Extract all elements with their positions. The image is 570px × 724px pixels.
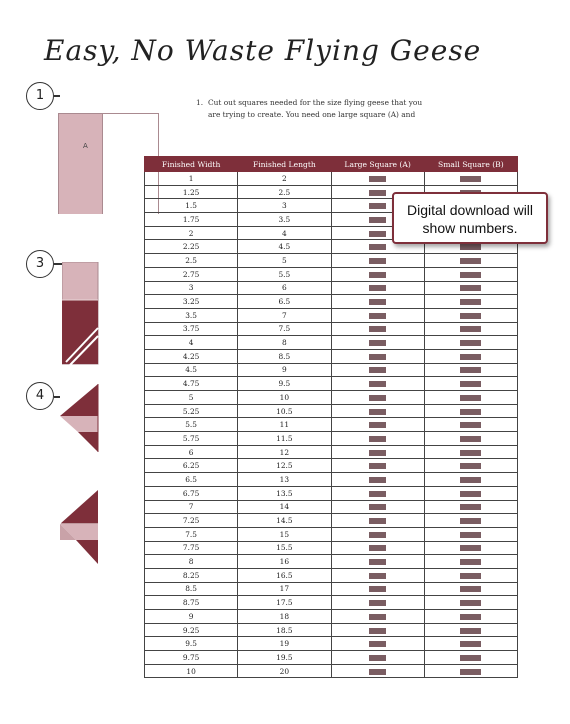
cell-small-square bbox=[424, 500, 517, 514]
redacted-value bbox=[369, 367, 386, 373]
cell-finished-width: 1.25 bbox=[145, 185, 238, 199]
redacted-value bbox=[369, 491, 386, 497]
redacted-value bbox=[460, 573, 481, 579]
cell-finished-length: 13.5 bbox=[238, 486, 331, 500]
cell-finished-length: 3 bbox=[238, 199, 331, 213]
cell-finished-width: 2 bbox=[145, 226, 238, 240]
cell-small-square bbox=[424, 445, 517, 459]
cell-finished-length: 10.5 bbox=[238, 404, 331, 418]
cell-finished-width: 7.25 bbox=[145, 514, 238, 528]
redacted-value bbox=[460, 614, 481, 620]
redacted-value bbox=[460, 600, 481, 606]
cell-large-square bbox=[331, 349, 424, 363]
redacted-value bbox=[369, 463, 386, 469]
table-row bbox=[145, 514, 518, 528]
instruction-line-2: are trying to create. You need one large square (A) and bbox=[208, 110, 416, 119]
table-row bbox=[145, 500, 518, 514]
cell-large-square bbox=[331, 267, 424, 281]
redacted-value bbox=[369, 285, 386, 291]
instruction-line-1: Cut out squares needed for the size flying geese that you bbox=[208, 98, 423, 107]
step-5-dark-triangle-top bbox=[60, 490, 98, 524]
cell-large-square bbox=[331, 500, 424, 514]
redacted-value bbox=[369, 641, 386, 647]
redacted-value bbox=[369, 504, 386, 510]
redacted-value bbox=[460, 176, 481, 182]
redacted-value bbox=[369, 586, 386, 592]
redacted-value bbox=[460, 422, 481, 428]
cell-small-square bbox=[424, 514, 517, 528]
cell-finished-width: 9.75 bbox=[145, 651, 238, 665]
cell-finished-width: 5.75 bbox=[145, 432, 238, 446]
step-3-diagram bbox=[62, 262, 100, 366]
table-row bbox=[145, 267, 518, 281]
redacted-value bbox=[460, 559, 481, 565]
cell-large-square bbox=[331, 377, 424, 391]
redacted-value bbox=[369, 190, 386, 196]
cell-finished-length: 8 bbox=[238, 336, 331, 350]
redacted-value bbox=[369, 545, 386, 551]
cell-finished-length: 15.5 bbox=[238, 541, 331, 555]
page-title: Easy, No Waste Flying Geese bbox=[44, 34, 482, 67]
redacted-value bbox=[460, 244, 481, 250]
table-body bbox=[145, 172, 518, 678]
cell-finished-width: 5.5 bbox=[145, 418, 238, 432]
cell-finished-width: 3.75 bbox=[145, 322, 238, 336]
cell-finished-length: 11 bbox=[238, 418, 331, 432]
large-square-label: A bbox=[83, 142, 88, 150]
table-row bbox=[145, 391, 518, 405]
cell-finished-length: 5.5 bbox=[238, 267, 331, 281]
redacted-value bbox=[369, 573, 386, 579]
redacted-value bbox=[460, 258, 481, 264]
redacted-value bbox=[369, 299, 386, 305]
cell-large-square bbox=[331, 664, 424, 678]
cell-finished-width: 6.75 bbox=[145, 486, 238, 500]
redacted-value bbox=[460, 381, 481, 387]
redacted-value bbox=[460, 450, 481, 456]
cell-finished-width: 9.5 bbox=[145, 637, 238, 651]
table-row bbox=[145, 555, 518, 569]
cell-small-square bbox=[424, 404, 517, 418]
cell-finished-width: 4.25 bbox=[145, 349, 238, 363]
table-row bbox=[145, 610, 518, 624]
cell-small-square bbox=[424, 418, 517, 432]
redacted-value bbox=[369, 600, 386, 606]
table-row bbox=[145, 582, 518, 596]
redacted-value bbox=[460, 272, 481, 278]
cell-finished-width: 1.5 bbox=[145, 199, 238, 213]
cell-finished-length: 7 bbox=[238, 308, 331, 322]
redacted-value bbox=[460, 299, 481, 305]
cell-small-square bbox=[424, 295, 517, 309]
cell-finished-width: 4.5 bbox=[145, 363, 238, 377]
cell-finished-width: 6.25 bbox=[145, 459, 238, 473]
redacted-value bbox=[369, 231, 386, 237]
table-row bbox=[145, 308, 518, 322]
table-row bbox=[145, 596, 518, 610]
cell-finished-length: 2.5 bbox=[238, 185, 331, 199]
redacted-value bbox=[460, 477, 481, 483]
redacted-value bbox=[369, 559, 386, 565]
cell-small-square bbox=[424, 596, 517, 610]
redacted-value bbox=[369, 477, 386, 483]
cell-finished-length: 11.5 bbox=[238, 432, 331, 446]
cell-small-square bbox=[424, 363, 517, 377]
step-1-leader bbox=[54, 95, 60, 97]
cell-finished-length: 6 bbox=[238, 281, 331, 295]
redacted-value bbox=[369, 409, 386, 415]
cell-finished-width: 8 bbox=[145, 555, 238, 569]
cell-finished-width: 8.75 bbox=[145, 596, 238, 610]
table-row bbox=[145, 473, 518, 487]
redacted-value bbox=[460, 285, 481, 291]
cell-small-square bbox=[424, 486, 517, 500]
header-finished-width: Finished Width bbox=[145, 157, 238, 172]
cell-finished-width: 8.5 bbox=[145, 582, 238, 596]
redacted-value bbox=[460, 532, 481, 538]
redacted-value bbox=[369, 244, 386, 250]
header-small-square: Small Square (B) bbox=[424, 157, 517, 172]
cell-small-square bbox=[424, 473, 517, 487]
cell-small-square bbox=[424, 308, 517, 322]
redacted-value bbox=[369, 614, 386, 620]
cell-finished-width: 3.25 bbox=[145, 295, 238, 309]
cell-finished-width: 7.75 bbox=[145, 541, 238, 555]
cell-finished-width: 9 bbox=[145, 610, 238, 624]
cell-large-square bbox=[331, 363, 424, 377]
table-row bbox=[145, 336, 518, 350]
cell-finished-length: 14.5 bbox=[238, 514, 331, 528]
cell-finished-width: 4 bbox=[145, 336, 238, 350]
cell-finished-length: 13 bbox=[238, 473, 331, 487]
cell-finished-width: 2.5 bbox=[145, 254, 238, 268]
cell-large-square bbox=[331, 404, 424, 418]
redacted-value bbox=[460, 504, 481, 510]
cell-small-square bbox=[424, 322, 517, 336]
redacted-value bbox=[369, 176, 386, 182]
redacted-value bbox=[369, 422, 386, 428]
redacted-value bbox=[460, 669, 481, 675]
step-4-marker: 4 bbox=[26, 382, 54, 410]
cell-large-square bbox=[331, 514, 424, 528]
cell-large-square bbox=[331, 623, 424, 637]
cell-large-square bbox=[331, 336, 424, 350]
header-finished-length: Finished Length bbox=[238, 157, 331, 172]
redacted-value bbox=[369, 326, 386, 332]
cell-finished-length: 5 bbox=[238, 254, 331, 268]
redacted-value bbox=[460, 326, 481, 332]
cell-large-square bbox=[331, 610, 424, 624]
cell-small-square bbox=[424, 254, 517, 268]
cell-large-square bbox=[331, 432, 424, 446]
download-callout bbox=[392, 192, 548, 244]
step-4-dark-triangle-top bbox=[60, 384, 98, 416]
cell-large-square bbox=[331, 486, 424, 500]
table-row bbox=[145, 651, 518, 665]
cell-finished-length: 4 bbox=[238, 226, 331, 240]
instruction-text bbox=[196, 97, 456, 121]
cell-large-square bbox=[331, 473, 424, 487]
redacted-value bbox=[460, 655, 481, 661]
table-row bbox=[145, 322, 518, 336]
redacted-value bbox=[369, 313, 386, 319]
table-row bbox=[145, 486, 518, 500]
table-row bbox=[145, 172, 518, 186]
redacted-value bbox=[460, 395, 481, 401]
table-row bbox=[145, 363, 518, 377]
redacted-value bbox=[369, 217, 386, 223]
redacted-value bbox=[369, 203, 386, 209]
table-row bbox=[145, 527, 518, 541]
cell-large-square bbox=[331, 568, 424, 582]
callout-line-2: show numbers. bbox=[422, 220, 518, 236]
cell-small-square bbox=[424, 349, 517, 363]
table-row bbox=[145, 418, 518, 432]
cell-finished-length: 9.5 bbox=[238, 377, 331, 391]
table-row bbox=[145, 377, 518, 391]
cell-small-square bbox=[424, 267, 517, 281]
redacted-value bbox=[369, 532, 386, 538]
cell-finished-width: 4.75 bbox=[145, 377, 238, 391]
redacted-value bbox=[460, 340, 481, 346]
cell-finished-length: 4.5 bbox=[238, 240, 331, 254]
step-4-diagram bbox=[56, 382, 100, 454]
table-row bbox=[145, 664, 518, 678]
cell-finished-width: 7 bbox=[145, 500, 238, 514]
cell-small-square bbox=[424, 623, 517, 637]
redacted-value bbox=[369, 381, 386, 387]
cell-finished-length: 17.5 bbox=[238, 596, 331, 610]
cell-finished-length: 18.5 bbox=[238, 623, 331, 637]
cell-small-square bbox=[424, 555, 517, 569]
cell-large-square bbox=[331, 254, 424, 268]
redacted-value bbox=[369, 655, 386, 661]
cell-small-square bbox=[424, 637, 517, 651]
step-3-leader bbox=[54, 263, 62, 265]
redacted-value bbox=[460, 586, 481, 592]
redacted-value bbox=[460, 313, 481, 319]
cell-finished-width: 6.5 bbox=[145, 473, 238, 487]
cell-small-square bbox=[424, 651, 517, 665]
redacted-value bbox=[460, 491, 481, 497]
table-row bbox=[145, 254, 518, 268]
cell-finished-length: 14 bbox=[238, 500, 331, 514]
cell-small-square bbox=[424, 336, 517, 350]
cell-small-square bbox=[424, 377, 517, 391]
cell-finished-width: 3.5 bbox=[145, 308, 238, 322]
cell-small-square bbox=[424, 432, 517, 446]
cell-large-square bbox=[331, 391, 424, 405]
redacted-value bbox=[369, 518, 386, 524]
redacted-value bbox=[369, 272, 386, 278]
table-header-row bbox=[145, 157, 518, 172]
cell-finished-width: 5 bbox=[145, 391, 238, 405]
cell-large-square bbox=[331, 459, 424, 473]
cell-large-square bbox=[331, 582, 424, 596]
redacted-value bbox=[369, 436, 386, 442]
cell-finished-width: 5.25 bbox=[145, 404, 238, 418]
redacted-value bbox=[369, 395, 386, 401]
redacted-value bbox=[460, 463, 481, 469]
table-row bbox=[145, 432, 518, 446]
cell-finished-width: 8.25 bbox=[145, 568, 238, 582]
step-3-marker: 3 bbox=[26, 250, 54, 278]
table-row bbox=[145, 568, 518, 582]
cell-small-square bbox=[424, 527, 517, 541]
cell-large-square bbox=[331, 651, 424, 665]
table-row bbox=[145, 281, 518, 295]
cell-large-square bbox=[331, 418, 424, 432]
table-row bbox=[145, 623, 518, 637]
redacted-value bbox=[369, 354, 386, 360]
cell-small-square bbox=[424, 568, 517, 582]
instruction-number: 1. bbox=[196, 98, 204, 107]
redacted-value bbox=[460, 436, 481, 442]
redacted-value bbox=[460, 641, 481, 647]
cell-finished-length: 6.5 bbox=[238, 295, 331, 309]
callout-line-1: Digital download will bbox=[406, 202, 534, 218]
table-row bbox=[145, 295, 518, 309]
step-1-marker: 1 bbox=[26, 82, 54, 110]
cell-small-square bbox=[424, 172, 517, 186]
cell-large-square bbox=[331, 295, 424, 309]
cell-large-square bbox=[331, 281, 424, 295]
cell-finished-length: 17 bbox=[238, 582, 331, 596]
cell-finished-width: 3 bbox=[145, 281, 238, 295]
step-4-light-strip bbox=[60, 416, 98, 432]
redacted-value bbox=[460, 545, 481, 551]
step-5-dark-triangle-bottom bbox=[76, 540, 98, 564]
cell-finished-width: 7.5 bbox=[145, 527, 238, 541]
cell-finished-length: 16 bbox=[238, 555, 331, 569]
step-5-diagram bbox=[56, 488, 100, 568]
step-4-dark-triangle-bottom bbox=[78, 432, 98, 452]
cell-finished-length: 7.5 bbox=[238, 322, 331, 336]
cell-small-square bbox=[424, 459, 517, 473]
large-square-a bbox=[59, 114, 103, 214]
cell-small-square bbox=[424, 391, 517, 405]
cell-small-square bbox=[424, 281, 517, 295]
redacted-value bbox=[460, 354, 481, 360]
cell-large-square bbox=[331, 555, 424, 569]
cell-large-square bbox=[331, 596, 424, 610]
cell-finished-width: 1.75 bbox=[145, 213, 238, 227]
cell-large-square bbox=[331, 308, 424, 322]
cell-small-square bbox=[424, 541, 517, 555]
cell-finished-width: 2.25 bbox=[145, 240, 238, 254]
table-row bbox=[145, 541, 518, 555]
cell-large-square bbox=[331, 172, 424, 186]
cell-finished-length: 18 bbox=[238, 610, 331, 624]
cell-finished-length: 3.5 bbox=[238, 213, 331, 227]
redacted-value bbox=[460, 367, 481, 373]
table-row bbox=[145, 445, 518, 459]
cell-large-square bbox=[331, 445, 424, 459]
cell-finished-length: 9 bbox=[238, 363, 331, 377]
table-row bbox=[145, 459, 518, 473]
cell-finished-length: 10 bbox=[238, 391, 331, 405]
cell-finished-length: 2 bbox=[238, 172, 331, 186]
redacted-value bbox=[460, 409, 481, 415]
cell-finished-width: 6 bbox=[145, 445, 238, 459]
cell-large-square bbox=[331, 637, 424, 651]
redacted-value bbox=[460, 628, 481, 634]
table-row bbox=[145, 637, 518, 651]
table-row bbox=[145, 404, 518, 418]
redacted-value bbox=[369, 258, 386, 264]
cell-finished-width: 1 bbox=[145, 172, 238, 186]
cell-small-square bbox=[424, 664, 517, 678]
redacted-value bbox=[369, 628, 386, 634]
cell-finished-width: 2.75 bbox=[145, 267, 238, 281]
cell-finished-length: 19.5 bbox=[238, 651, 331, 665]
cell-large-square bbox=[331, 527, 424, 541]
cell-finished-length: 16.5 bbox=[238, 568, 331, 582]
cell-finished-width: 10 bbox=[145, 664, 238, 678]
header-large-square: Large Square (A) bbox=[331, 157, 424, 172]
cell-small-square bbox=[424, 582, 517, 596]
redacted-value bbox=[460, 518, 481, 524]
cell-finished-length: 20 bbox=[238, 664, 331, 678]
redacted-value bbox=[369, 450, 386, 456]
cell-large-square bbox=[331, 541, 424, 555]
redacted-value bbox=[369, 340, 386, 346]
redacted-value bbox=[369, 669, 386, 675]
cell-finished-length: 15 bbox=[238, 527, 331, 541]
cell-finished-width: 9.25 bbox=[145, 623, 238, 637]
cell-small-square bbox=[424, 610, 517, 624]
cell-finished-length: 8.5 bbox=[238, 349, 331, 363]
cell-finished-length: 12 bbox=[238, 445, 331, 459]
cell-large-square bbox=[331, 322, 424, 336]
cell-finished-length: 19 bbox=[238, 637, 331, 651]
cell-finished-length: 12.5 bbox=[238, 459, 331, 473]
table-row bbox=[145, 349, 518, 363]
